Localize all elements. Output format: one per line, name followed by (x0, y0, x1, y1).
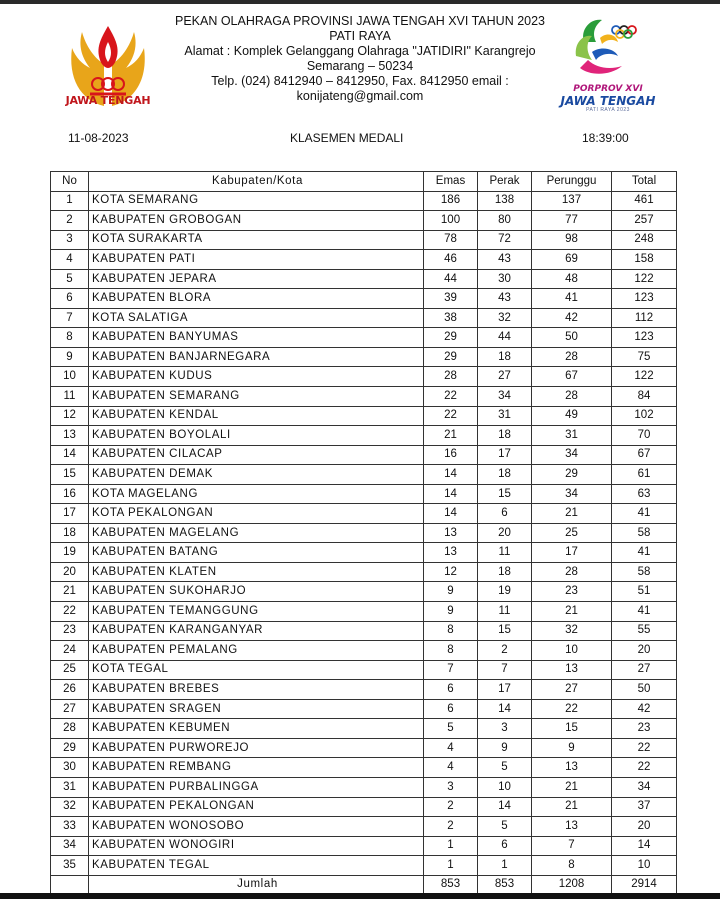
cell-kabupaten: KOTA SURAKARTA (89, 230, 424, 250)
cell-emas: 39 (424, 289, 478, 309)
cell-emas: 14 (424, 504, 478, 524)
cell-total: 112 (612, 308, 677, 328)
cell-total: 34 (612, 777, 677, 797)
table-row (51, 562, 677, 582)
cell-no: 29 (51, 738, 89, 758)
cell-emas: 9 (424, 602, 478, 622)
table-row (51, 621, 677, 641)
table-row (51, 387, 677, 407)
cell-no: 7 (51, 308, 89, 328)
header-line-5: Telp. (024) 8412940 – 8412950, Fax. 8412950 email : (211, 74, 509, 88)
cell-no: 35 (51, 856, 89, 876)
cell-total: 27 (612, 660, 677, 680)
cell-perunggu: 34 (532, 484, 612, 504)
cell-total: 75 (612, 347, 677, 367)
cell-kabupaten: KABUPATEN KUDUS (89, 367, 424, 387)
cell-emas: 8 (424, 621, 478, 641)
cell-emas: 28 (424, 367, 478, 387)
cell-no: 10 (51, 367, 89, 387)
cell-total: 22 (612, 738, 677, 758)
cell-perak: 18 (478, 347, 532, 367)
table-row (51, 543, 677, 563)
cell-perak: 11 (478, 602, 532, 622)
cell-total: 70 (612, 426, 677, 446)
cell-perunggu: 7 (532, 836, 612, 856)
table-row (51, 523, 677, 543)
cell-kabupaten: KABUPATEN KENDAL (89, 406, 424, 426)
cell-perak: 18 (478, 465, 532, 485)
cell-kabupaten: KABUPATEN BOYOLALI (89, 426, 424, 446)
bottom-border (0, 893, 720, 899)
cell-no: 13 (51, 426, 89, 446)
cell-emas: 22 (424, 406, 478, 426)
table-row (51, 269, 677, 289)
logo-right-caption-2: JAWA TENGAH (560, 94, 656, 108)
cell-emas: 9 (424, 582, 478, 602)
cell-perunggu: 25 (532, 523, 612, 543)
cell-emas: 29 (424, 347, 478, 367)
cell-perunggu: 17 (532, 543, 612, 563)
cell-kabupaten: KABUPATEN SUKOHARJO (89, 582, 424, 602)
cell-perak: 15 (478, 621, 532, 641)
cell-emas: 78 (424, 230, 478, 250)
cell-perunggu: 48 (532, 269, 612, 289)
cell-perak: 31 (478, 406, 532, 426)
cell-emas: 46 (424, 250, 478, 270)
table-row (51, 602, 677, 622)
table-row (51, 406, 677, 426)
cell-total: 257 (612, 211, 677, 231)
cell-total: 123 (612, 328, 677, 348)
cell-kabupaten: KABUPATEN MAGELANG (89, 523, 424, 543)
table-row (51, 289, 677, 309)
cell-no: 24 (51, 641, 89, 661)
header-no: No (51, 172, 89, 192)
table-row (51, 582, 677, 602)
cell-perak: 20 (478, 523, 532, 543)
cell-perak: 11 (478, 543, 532, 563)
cell-emas: 2 (424, 817, 478, 837)
header-total: Total (612, 172, 677, 192)
cell-perak: 32 (478, 308, 532, 328)
cell-perunggu: 28 (532, 387, 612, 407)
cell-perunggu: 34 (532, 445, 612, 465)
cell-no: 22 (51, 602, 89, 622)
cell-total: 42 (612, 699, 677, 719)
cell-perunggu: 29 (532, 465, 612, 485)
report-time: 18:39:00 (582, 131, 629, 145)
cell-no: 14 (51, 445, 89, 465)
cell-emas: 13 (424, 523, 478, 543)
cell-total: 10 (612, 856, 677, 876)
cell-emas: 1 (424, 856, 478, 876)
cell-no: 25 (51, 660, 89, 680)
cell-perunggu: 137 (532, 191, 612, 211)
table-row (51, 738, 677, 758)
letterhead (150, 14, 570, 104)
table-row (51, 719, 677, 739)
cell-perunggu: 22 (532, 699, 612, 719)
cell-kabupaten: KABUPATEN PURBALINGGA (89, 777, 424, 797)
cell-total: 41 (612, 543, 677, 563)
cell-emas: 4 (424, 738, 478, 758)
cell-kabupaten: KABUPATEN KARANGANYAR (89, 621, 424, 641)
cell-kabupaten: KOTA PEKALONGAN (89, 504, 424, 524)
table-footer-row (51, 875, 677, 895)
header-kabupaten: Kabupaten/Kota (89, 172, 424, 192)
medal-standings-table (50, 171, 677, 895)
cell-emas: 21 (424, 426, 478, 446)
cell-perak: 6 (478, 504, 532, 524)
cell-no: 12 (51, 406, 89, 426)
cell-perunggu: 50 (532, 328, 612, 348)
table-row (51, 250, 677, 270)
cell-no: 26 (51, 680, 89, 700)
cell-total: 22 (612, 758, 677, 778)
cell-kabupaten: KABUPATEN TEGAL (89, 856, 424, 876)
cell-no: 8 (51, 328, 89, 348)
cell-kabupaten: KABUPATEN BANJARNEGARA (89, 347, 424, 367)
table-row (51, 191, 677, 211)
cell-perak: 15 (478, 484, 532, 504)
table-row (51, 230, 677, 250)
cell-emas: 14 (424, 484, 478, 504)
cell-kabupaten: KABUPATEN TEMANGGUNG (89, 602, 424, 622)
cell-total: 84 (612, 387, 677, 407)
cell-perunggu: 28 (532, 562, 612, 582)
cell-perak: 18 (478, 426, 532, 446)
cell-emas: 29 (424, 328, 478, 348)
cell-perak: 18 (478, 562, 532, 582)
cell-kabupaten: KABUPATEN DEMAK (89, 465, 424, 485)
cell-perunggu: 49 (532, 406, 612, 426)
cell-emas: 100 (424, 211, 478, 231)
cell-perunggu: 8 (532, 856, 612, 876)
header-line-4: Semarang – 50234 (306, 59, 414, 73)
table-row (51, 347, 677, 367)
table-row (51, 680, 677, 700)
table-row (51, 465, 677, 485)
cell-kabupaten: KABUPATEN WONOGIRI (89, 836, 424, 856)
cell-total: 102 (612, 406, 677, 426)
cell-no: 28 (51, 719, 89, 739)
cell-no: 5 (51, 269, 89, 289)
table-row (51, 856, 677, 876)
cell-perunggu: 10 (532, 641, 612, 661)
cell-total: 123 (612, 289, 677, 309)
cell-perak: 34 (478, 387, 532, 407)
cell-perunggu: 21 (532, 602, 612, 622)
cell-perak: 27 (478, 367, 532, 387)
table-row (51, 797, 677, 817)
cell-perunggu: 28 (532, 347, 612, 367)
cell-no: 17 (51, 504, 89, 524)
table-row (51, 211, 677, 231)
cell-perak: 80 (478, 211, 532, 231)
cell-kabupaten: KABUPATEN BREBES (89, 680, 424, 700)
cell-emas: 44 (424, 269, 478, 289)
cell-perunggu: 77 (532, 211, 612, 231)
cell-perunggu: 21 (532, 777, 612, 797)
header-line-3: Alamat : Komplek Gelanggang Olahraga "JATIDIRI" Karangrejo (184, 44, 536, 58)
footer-label: Jumlah (89, 875, 424, 895)
cell-perunggu: 21 (532, 797, 612, 817)
cell-no: 18 (51, 523, 89, 543)
cell-kabupaten: KABUPATEN PEMALANG (89, 641, 424, 661)
cell-perunggu: 69 (532, 250, 612, 270)
cell-perak: 3 (478, 719, 532, 739)
cell-emas: 16 (424, 445, 478, 465)
cell-perak: 7 (478, 660, 532, 680)
cell-no: 16 (51, 484, 89, 504)
cell-total: 158 (612, 250, 677, 270)
cell-perunggu: 13 (532, 758, 612, 778)
cell-perak: 43 (478, 250, 532, 270)
table-row (51, 308, 677, 328)
porprov-logo (570, 12, 642, 82)
cell-total: 67 (612, 445, 677, 465)
header-perak: Perak (478, 172, 532, 192)
table-row (51, 367, 677, 387)
cell-no: 19 (51, 543, 89, 563)
cell-perak: 5 (478, 758, 532, 778)
cell-kabupaten: KABUPATEN SRAGEN (89, 699, 424, 719)
report-date: 11-08-2023 (68, 131, 129, 145)
table-row (51, 641, 677, 661)
cell-emas: 22 (424, 387, 478, 407)
cell-perak: 9 (478, 738, 532, 758)
cell-perak: 14 (478, 699, 532, 719)
cell-emas: 6 (424, 699, 478, 719)
cell-kabupaten: KABUPATEN PURWOREJO (89, 738, 424, 758)
cell-no: 23 (51, 621, 89, 641)
cell-kabupaten: KOTA SALATIGA (89, 308, 424, 328)
footer-total: 2914 (612, 875, 677, 895)
top-border (0, 0, 720, 4)
cell-kabupaten: KABUPATEN PEKALONGAN (89, 797, 424, 817)
cell-emas: 6 (424, 680, 478, 700)
cell-total: 248 (612, 230, 677, 250)
header-line-2: PATI RAYA (329, 29, 391, 43)
cell-perak: 14 (478, 797, 532, 817)
cell-emas: 2 (424, 797, 478, 817)
cell-emas: 12 (424, 562, 478, 582)
cell-no: 6 (51, 289, 89, 309)
table-row (51, 699, 677, 719)
cell-no: 9 (51, 347, 89, 367)
cell-no: 11 (51, 387, 89, 407)
cell-total: 58 (612, 562, 677, 582)
cell-kabupaten: KABUPATEN GROBOGAN (89, 211, 424, 231)
cell-total: 122 (612, 367, 677, 387)
cell-no: 2 (51, 211, 89, 231)
table-row (51, 777, 677, 797)
report-title: KLASEMEN MEDALI (290, 131, 404, 145)
cell-kabupaten: KABUPATEN JEPARA (89, 269, 424, 289)
table-row (51, 426, 677, 446)
cell-kabupaten: KABUPATEN REMBANG (89, 758, 424, 778)
cell-kabupaten: KABUPATEN BATANG (89, 543, 424, 563)
header-line-6: konijateng@gmail.com (296, 89, 424, 103)
cell-perak: 43 (478, 289, 532, 309)
cell-perak: 72 (478, 230, 532, 250)
cell-emas: 1 (424, 836, 478, 856)
cell-perak: 2 (478, 641, 532, 661)
cell-perunggu: 67 (532, 367, 612, 387)
table-row (51, 817, 677, 837)
header-perunggu: Perunggu (532, 172, 612, 192)
cell-perak: 30 (478, 269, 532, 289)
cell-perak: 44 (478, 328, 532, 348)
cell-perunggu: 15 (532, 719, 612, 739)
cell-perak: 1 (478, 856, 532, 876)
cell-emas: 4 (424, 758, 478, 778)
cell-total: 122 (612, 269, 677, 289)
cell-emas: 5 (424, 719, 478, 739)
cell-no: 15 (51, 465, 89, 485)
cell-total: 14 (612, 836, 677, 856)
cell-total: 23 (612, 719, 677, 739)
cell-total: 61 (612, 465, 677, 485)
cell-no: 32 (51, 797, 89, 817)
cell-no: 33 (51, 817, 89, 837)
cell-total: 55 (612, 621, 677, 641)
cell-kabupaten: KABUPATEN WONOSOBO (89, 817, 424, 837)
footer-perak: 853 (478, 875, 532, 895)
cell-perunggu: 13 (532, 660, 612, 680)
cell-perak: 5 (478, 817, 532, 837)
table-row (51, 660, 677, 680)
logo-left-caption: JAWA TENGAH (65, 94, 151, 107)
cell-kabupaten: KABUPATEN CILACAP (89, 445, 424, 465)
cell-perunggu: 32 (532, 621, 612, 641)
cell-perunggu: 23 (532, 582, 612, 602)
footer-perunggu: 1208 (532, 875, 612, 895)
cell-emas: 8 (424, 641, 478, 661)
table-row (51, 836, 677, 856)
cell-kabupaten: KABUPATEN BLORA (89, 289, 424, 309)
table-row (51, 484, 677, 504)
table-row (51, 328, 677, 348)
cell-kabupaten: KABUPATEN BANYUMAS (89, 328, 424, 348)
cell-total: 58 (612, 523, 677, 543)
cell-no: 4 (51, 250, 89, 270)
cell-total: 41 (612, 602, 677, 622)
cell-emas: 14 (424, 465, 478, 485)
cell-perunggu: 31 (532, 426, 612, 446)
cell-perak: 10 (478, 777, 532, 797)
table-row (51, 758, 677, 778)
cell-emas: 3 (424, 777, 478, 797)
cell-no: 27 (51, 699, 89, 719)
cell-perak: 19 (478, 582, 532, 602)
table-header-row (51, 172, 677, 192)
table-body (51, 191, 677, 875)
cell-emas: 38 (424, 308, 478, 328)
cell-emas: 186 (424, 191, 478, 211)
cell-no: 3 (51, 230, 89, 250)
cell-kabupaten: KABUPATEN KEBUMEN (89, 719, 424, 739)
cell-perunggu: 13 (532, 817, 612, 837)
cell-kabupaten: KABUPATEN SEMARANG (89, 387, 424, 407)
footer-emas: 853 (424, 875, 478, 895)
cell-no: 34 (51, 836, 89, 856)
cell-kabupaten: KOTA TEGAL (89, 660, 424, 680)
cell-total: 20 (612, 641, 677, 661)
cell-no: 31 (51, 777, 89, 797)
cell-perak: 6 (478, 836, 532, 856)
cell-no: 21 (51, 582, 89, 602)
cell-perunggu: 21 (532, 504, 612, 524)
cell-total: 461 (612, 191, 677, 211)
cell-perak: 17 (478, 445, 532, 465)
cell-perunggu: 98 (532, 230, 612, 250)
cell-total: 20 (612, 817, 677, 837)
cell-kabupaten: KABUPATEN KLATEN (89, 562, 424, 582)
table-row (51, 445, 677, 465)
cell-perunggu: 27 (532, 680, 612, 700)
cell-perunggu: 9 (532, 738, 612, 758)
cell-no: 20 (51, 562, 89, 582)
logo-right-caption-1: PORPROV XVI (573, 84, 643, 94)
cell-total: 41 (612, 504, 677, 524)
cell-emas: 7 (424, 660, 478, 680)
cell-total: 50 (612, 680, 677, 700)
table-row (51, 504, 677, 524)
cell-perak: 138 (478, 191, 532, 211)
cell-no: 1 (51, 191, 89, 211)
cell-total: 63 (612, 484, 677, 504)
logo-right-caption-3: PATI RAYA 2023 (586, 107, 630, 113)
cell-total: 37 (612, 797, 677, 817)
cell-no: 30 (51, 758, 89, 778)
header-line-1: PEKAN OLAHRAGA PROVINSI JAWA TENGAH XVI TAHUN 2023 (174, 14, 546, 28)
cell-perak: 17 (478, 680, 532, 700)
cell-perunggu: 41 (532, 289, 612, 309)
header-emas: Emas (424, 172, 478, 192)
cell-emas: 13 (424, 543, 478, 563)
cell-kabupaten: KABUPATEN PATI (89, 250, 424, 270)
cell-kabupaten: KOTA MAGELANG (89, 484, 424, 504)
cell-total: 51 (612, 582, 677, 602)
cell-kabupaten: KOTA SEMARANG (89, 191, 424, 211)
cell-perunggu: 42 (532, 308, 612, 328)
